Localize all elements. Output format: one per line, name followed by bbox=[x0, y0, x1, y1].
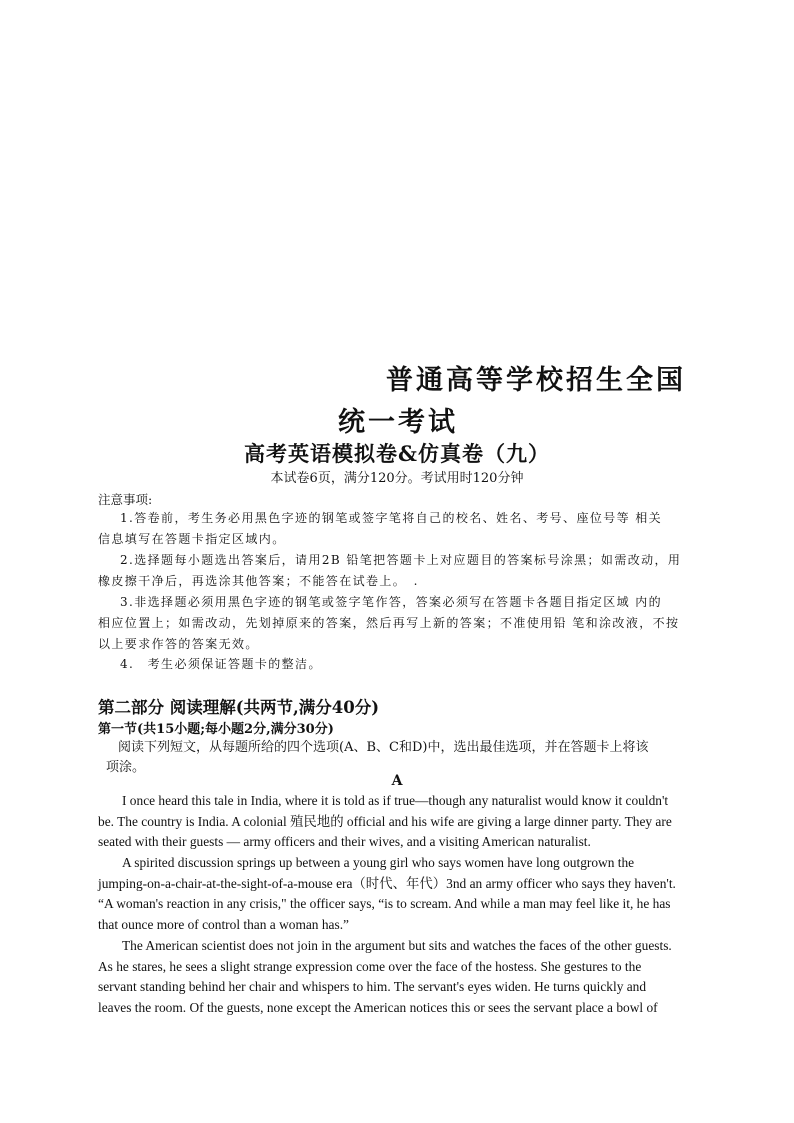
passage-line: servant standing behind her chair and whispers to him. The servant's eyes widen. He turns quickly and bbox=[98, 979, 647, 995]
passage-line: A spirited discussion springs up between a young girl who says women have long outgrown the bbox=[122, 855, 635, 870]
notice-item-3 bbox=[98, 592, 700, 655]
section-heading: 第一节(共15小题;每小题2分,满分30分) bbox=[98, 722, 334, 737]
notice-item-4-line-1: 4. 考生必须保证答题卡的整洁。 bbox=[120, 657, 322, 671]
notice-item-3-line-2: 相应位置上；如需改动，先划掉原来的答案，然后再写上新的答案；不准使用铅 笔和涂改液，不按 bbox=[98, 616, 680, 630]
exam-title: 高考英语模拟卷&仿真卷（九） bbox=[244, 441, 550, 466]
passage-line: leaves the room. Of the guests, none except the American notices this or sees the servant place a bowl of bbox=[98, 999, 658, 1015]
notice-heading: 注意事项: bbox=[98, 492, 153, 507]
notice-item-4 bbox=[98, 654, 700, 675]
passage-line: The American scientist does not join in the argument but sits and watches the faces of the other guests. bbox=[122, 938, 672, 953]
notice-item-1 bbox=[98, 508, 700, 550]
notice-item-2-line-1: 2.选择题每小题选出答案后，请用2B 铅笔把答题卡上对应题目的答案标号涂黑；如需改动，用 bbox=[120, 553, 682, 567]
instruction-line-2: 项涂。 bbox=[106, 760, 146, 775]
notice-item-1-line-1: 1.答卷前，考生务必用黑色字迹的钢笔或签字笔将自己的校名、姓名、考号、座位号等 相关 bbox=[120, 511, 663, 525]
instruction-line-1: 阅读下列短文，从每题所给的四个选项(A、B、C和D)中，选出最佳选项，并在答题卡上将该 bbox=[118, 740, 649, 755]
passage-paragraph-1 bbox=[98, 791, 700, 853]
passage-line: seated with their guests — army officers and their wives, and a visiting American naturalist. bbox=[98, 834, 591, 850]
passage-line: “A woman's reaction in any crisis," the officer says, “is to scream. And while a man may feel like it, he has bbox=[98, 896, 671, 912]
notice-item-2 bbox=[98, 550, 700, 592]
passage-line: As he stares, he sees a slight strange expression come over the face of the hostess. She gestures to the bbox=[98, 958, 642, 974]
title-line-1: 普通高等学校招生全国 bbox=[386, 365, 686, 396]
title-line-2: 统一考试 bbox=[338, 407, 458, 438]
passage-line: jumping-on-a-chair-at-the-sight-of-a-mouse era（时代、年代）3nd an army officer who says they haven't. bbox=[98, 875, 676, 891]
exam-subtitle: 本试卷6页，满分120分。考试用时120分钟 bbox=[270, 471, 524, 486]
notice-item-1-line-2: 信息填写在答题卡指定区域内。 bbox=[98, 532, 286, 546]
passage-line: be. The country is India. A colonial 殖民地的 official and his wife are giving a large dinner party. They are bbox=[98, 813, 672, 829]
passage-paragraph-3 bbox=[98, 936, 700, 1018]
passage-paragraph-2 bbox=[98, 853, 700, 935]
passage-line: I once heard this tale in India, where it is told as if true—though any naturalist would know it couldn't bbox=[122, 793, 669, 808]
passage-line: that ounce more of control than a woman has.” bbox=[98, 916, 349, 932]
part-heading: 第二部分 阅读理解(共两节,满分40分) bbox=[98, 698, 380, 717]
passage-letter: A bbox=[391, 773, 403, 789]
notice-item-2-line-2: 橡皮擦干净后，再选涂其他答案；不能答在试卷上。 . bbox=[98, 574, 419, 588]
notice-item-3-line-3: 以上要求作答的答案无效。 bbox=[98, 637, 259, 651]
notice-item-3-line-1: 3.非选择题必须用黑色字迹的钢笔或签字笔作答，答案必须写在答题卡各题目指定区域 内的 bbox=[120, 595, 663, 609]
instruction bbox=[98, 738, 702, 778]
